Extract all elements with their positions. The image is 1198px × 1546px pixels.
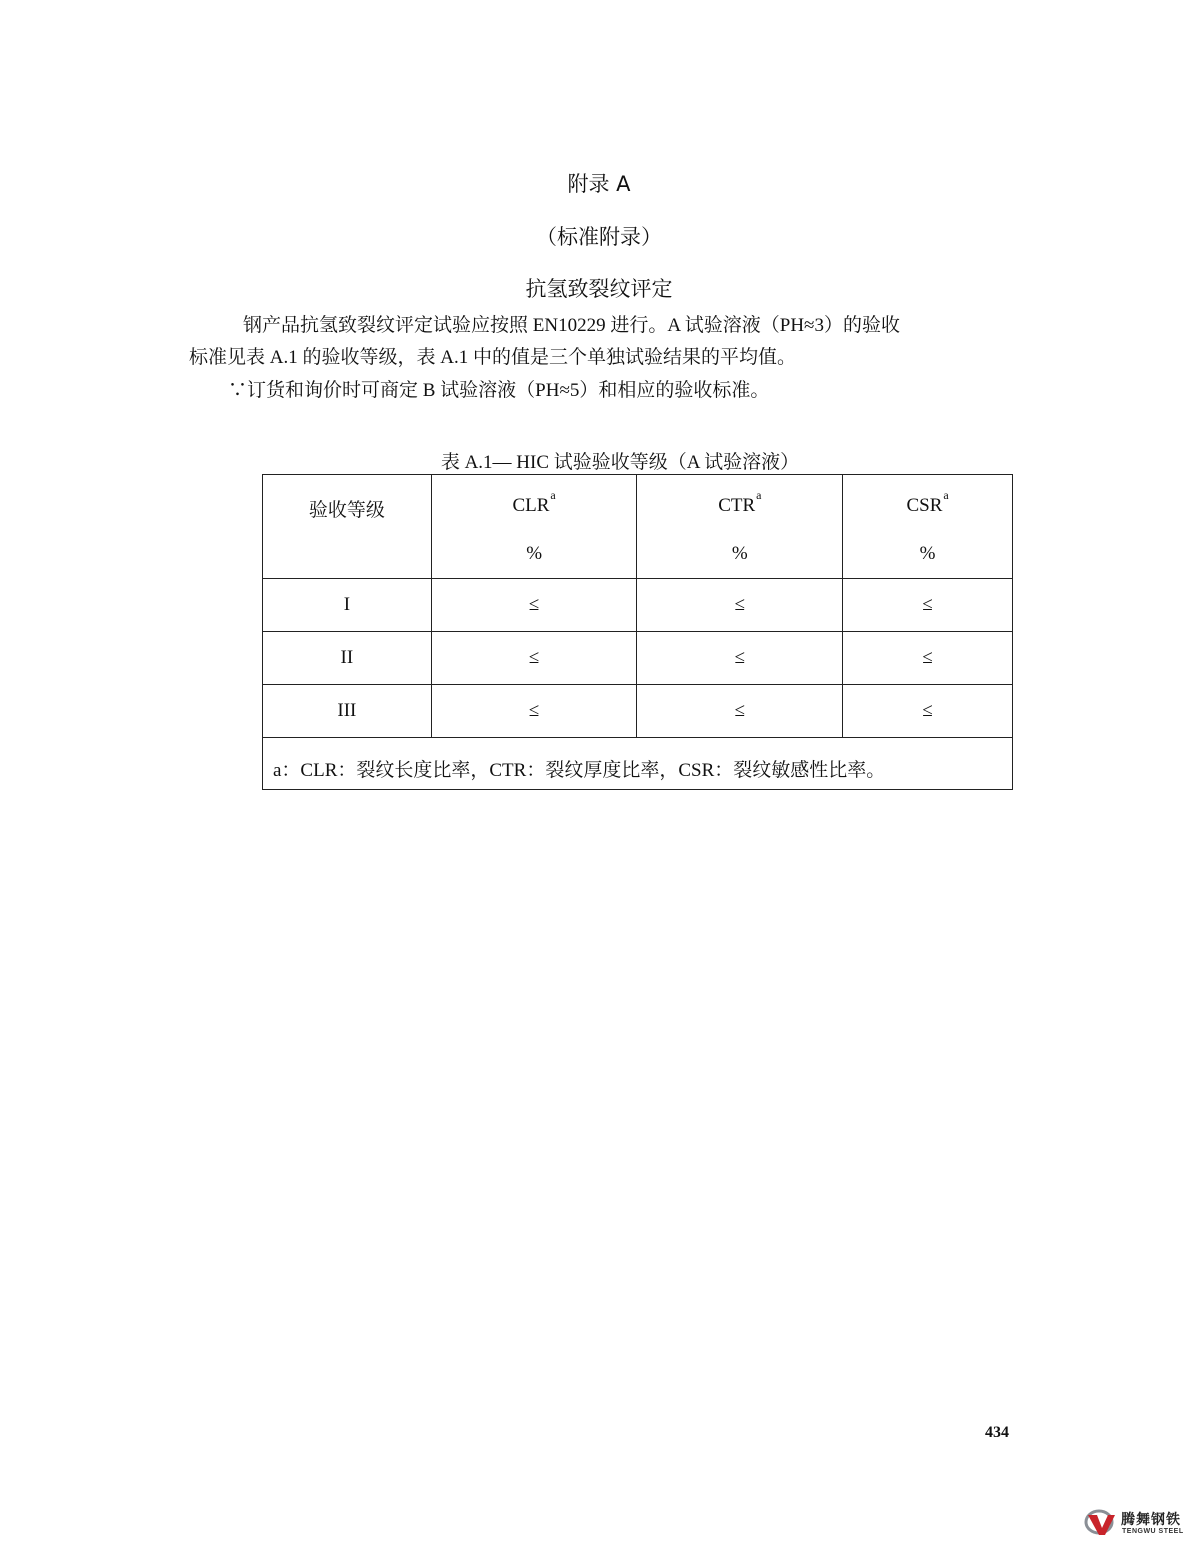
grade-cell: I xyxy=(263,579,432,632)
section-title: 抗氢致裂纹评定 xyxy=(525,277,673,301)
ctr-cell: ≤ xyxy=(637,579,843,632)
paragraph-line-3: ∵订货和询价时可商定 B 试验溶液（PH≈5）和相应的验收标准。 xyxy=(228,380,770,401)
grade-cell: III xyxy=(263,685,432,738)
tengwu-steel-logo xyxy=(1084,1506,1194,1540)
appendix-subtitle: （标准附录） xyxy=(536,225,662,249)
logo-name-en: TENGWU STEEL xyxy=(1122,1528,1184,1535)
clr-cell: ≤ xyxy=(431,632,637,685)
csr-cell: ≤ xyxy=(843,632,1013,685)
footnote-marker: a xyxy=(943,488,949,502)
hic-acceptance-table xyxy=(262,474,1013,790)
paragraph-line-2: 标准见表 A.1 的验收等级，表 A.1 中的值是三个单独试验结果的平均值。 xyxy=(189,347,796,368)
header-clr xyxy=(431,475,637,579)
table-row xyxy=(263,685,1013,738)
grade-cell: II xyxy=(263,632,432,685)
page-number: 434 xyxy=(985,1424,1009,1441)
appendix-heading: 附录 A xyxy=(567,172,631,196)
table-row xyxy=(263,632,1013,685)
ctr-cell: ≤ xyxy=(637,685,843,738)
table-footnote: a：CLR：裂纹长度比率，CTR：裂纹厚度比率，CSR：裂纹敏感性比率。 xyxy=(263,738,1013,790)
table-row xyxy=(263,579,1013,632)
header-clr-unit: % xyxy=(526,543,543,564)
paragraph-line-1: 钢产品抗氢致裂纹评定试验应按照 EN10229 进行。A 试验溶液（PH≈3）的验收 xyxy=(243,315,900,336)
header-csr xyxy=(843,475,1013,579)
clr-cell: ≤ xyxy=(431,685,637,738)
tengwu-logo-icon xyxy=(1084,1506,1118,1538)
header-csr-name: CSR xyxy=(906,495,943,516)
header-grade: 验收等级 xyxy=(263,475,432,579)
csr-cell: ≤ xyxy=(843,685,1013,738)
header-csr-unit: % xyxy=(919,543,936,564)
table-footnote-row xyxy=(263,738,1013,790)
csr-cell: ≤ xyxy=(843,579,1013,632)
table-header-row xyxy=(263,475,1013,579)
clr-cell: ≤ xyxy=(431,579,637,632)
footnote-marker: a xyxy=(550,488,556,502)
header-clr-name: CLR xyxy=(512,495,550,516)
footnote-marker: a xyxy=(756,488,762,502)
logo-name-cn: 腾舞钢铁 xyxy=(1121,1512,1181,1528)
header-ctr-name: CTR xyxy=(718,495,756,516)
table-caption: 表 A.1— HIC 试验验收等级（A 试验溶液） xyxy=(440,452,800,473)
header-ctr xyxy=(637,475,843,579)
header-ctr-unit: % xyxy=(731,543,748,564)
ctr-cell: ≤ xyxy=(637,632,843,685)
